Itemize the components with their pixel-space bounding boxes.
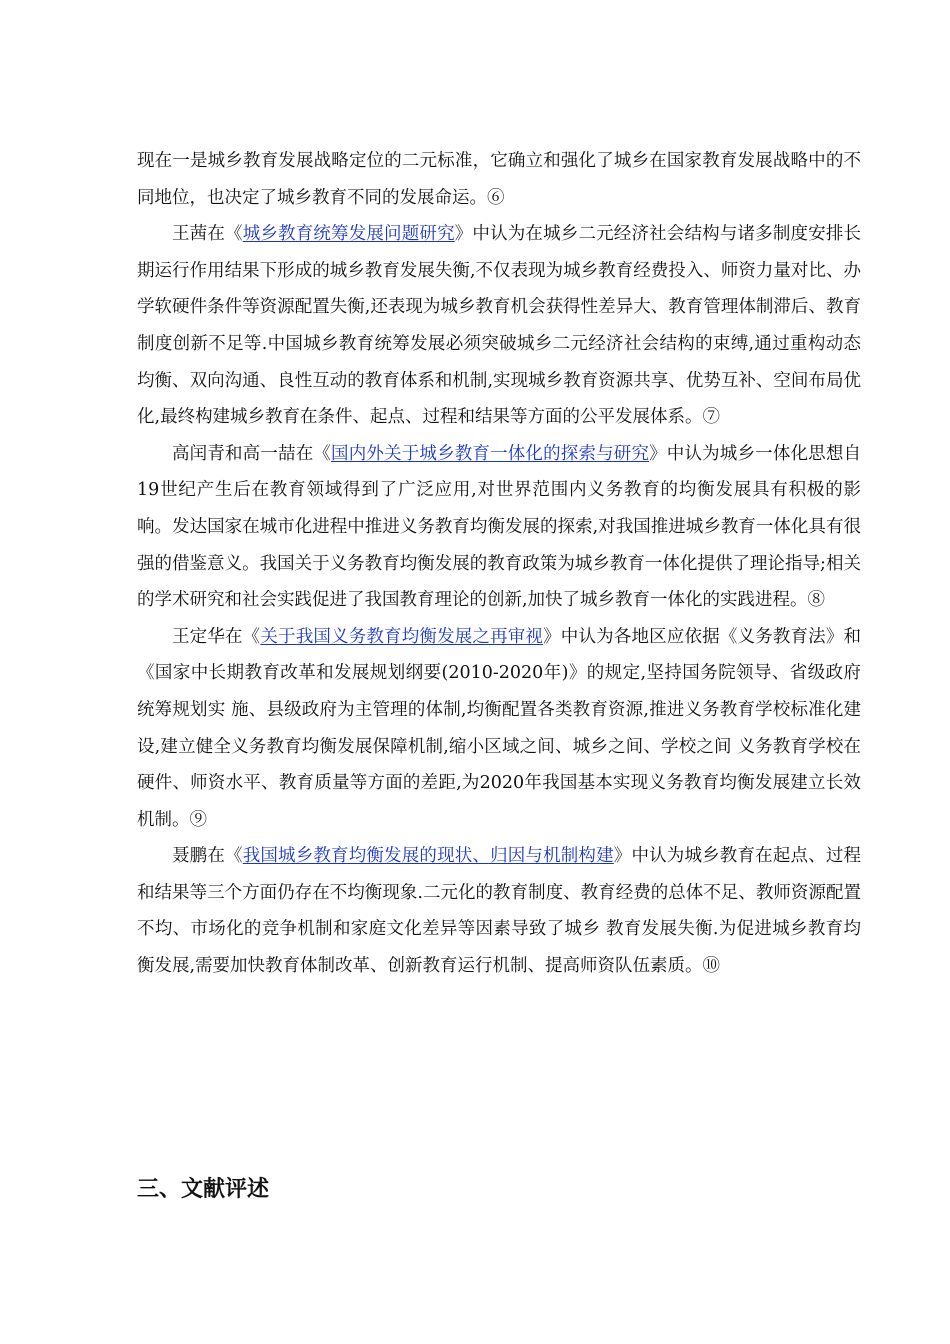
paragraph-2 bbox=[137, 216, 861, 436]
paragraph-5-text: 》中认为城乡教育在起点、过程和结果等三个方面仍存在不均衡现象.二元化的教育制度、教育经费的总体不足、教师资源配置不均、市场化的竞争机制和家庭文化差异等因素导致了城乡 教育发展失衡.为促进城乡教育均衡发展,需要加快教育体制改革、创新教育运行机制、提高师资队伍素质。⑩ bbox=[137, 846, 862, 977]
section-heading: 三、文献评述 bbox=[137, 1177, 270, 1202]
paragraph-4 bbox=[137, 619, 861, 839]
paragraph-3 bbox=[137, 436, 861, 619]
paragraph-2-text: 》中认为在城乡二元经济社会结构与诸多制度安排长期运行作用结果下形成的城乡教育发展失衡,不仅表现为城乡教育经费投入、师资力量对比、办学软硬件条件等资源配置失衡,还表现为城乡教育机会获得性差异大、教育管理体制滞后、教育制度创新不足等.中国城乡教育统筹发展必须突破城乡二元经济社会结构的束缚,通过重构动态均衡、双向沟通、良性互动的教育体系和机制,实现城乡教育资源共享、优势互补、空间布局优化,最终构建城乡教育在条件、起点、过程和结果等方面的公平发展体系。⑦ bbox=[137, 224, 862, 428]
paragraph-5-lead: 聂鹏在《 bbox=[172, 846, 243, 867]
citation-link-wang-dinghua[interactable]: 关于我国义务教育均衡发展之再审视 bbox=[260, 626, 544, 647]
paragraph-3-text: 》中认为城乡一体化思想自19世纪产生后在教育领域得到了广泛应用,对世界范围内义务教育的均衡发展具有积极的影响。发达国家在城市化进程中推进义务教育均衡发展的探索,对我国推进城乡教育一体化具有很强的借鉴意义。我国关于义务教育均衡发展的教育政策为城乡教育一体化提供了理论指导;相关的学术研究和社会实践促进了我国教育理论的创新,加快了城乡教育一体化的实践进程。⑧ bbox=[137, 443, 862, 611]
document-body bbox=[137, 143, 861, 985]
paragraph-5 bbox=[137, 838, 861, 984]
paragraph-3-lead: 高闰青和高一喆在《 bbox=[172, 443, 332, 464]
paragraph-1 bbox=[137, 143, 861, 216]
citation-link-gao-runqing[interactable]: 国内外关于城乡教育一体化的探索与研究 bbox=[331, 443, 650, 464]
paragraph-4-text: 》中认为各地区应依据《义务教育法》和《国家中长期教育改革和发展规划纲要(2010-2020年)》的规定,坚持国务院领导、省级政府统筹规划实 施、县级政府为主管理的体制,均衡配置各类教育资源,推进义务教育学校标准化建设,建立健全义务教育均衡发展保障机制,缩小区域之间、城乡之间、学校之间 义务教育学校在硬件、师资水平、教育质量等方面的差距,为2020年我国基本实现义务教育均衡发展建立长效机制。⑨ bbox=[137, 626, 862, 830]
paragraph-2-lead: 王茜在《 bbox=[172, 224, 243, 245]
citation-link-nie-peng[interactable]: 我国城乡教育均衡发展的现状、归因与机制构建 bbox=[242, 846, 614, 867]
paragraph-1-text: 现在一是城乡教育发展战略定位的二元标准，它确立和强化了城乡在国家教育发展战略中的不同地位，也决定了城乡教育不同的发展命运。⑥ bbox=[137, 151, 861, 208]
paragraph-4-lead: 王定华在《 bbox=[172, 626, 261, 647]
citation-link-wang-qian[interactable]: 城乡教育统筹发展问题研究 bbox=[242, 224, 455, 245]
